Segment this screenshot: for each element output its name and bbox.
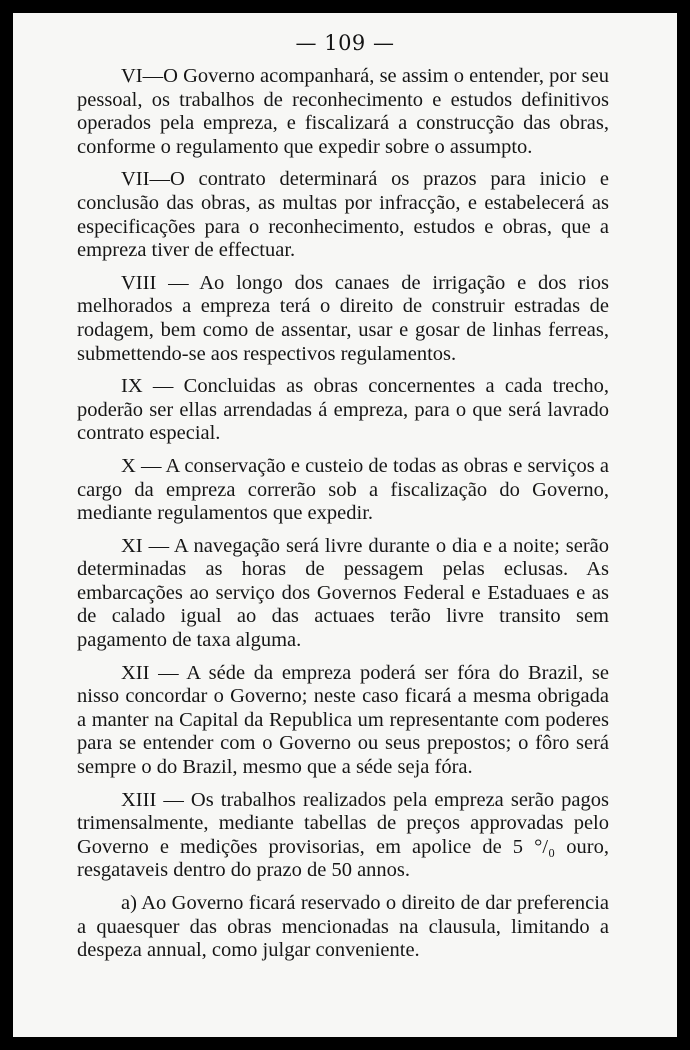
clause-vii: VII—O contrato determinará os prazos para inicio e conclusão das obras, as multas por infracção, e estabelecerá as especificações para o reconhecimento, estudos e obras, que a empreza tiver de effectuar. — [77, 168, 609, 262]
clause-x: X — A conservação e custeio de todas as obras e serviços a cargo da empreza correrão sob a fiscalização do Governo, mediante regulamentos que expedir. — [77, 454, 609, 525]
clause-xii: XII — A séde da empreza poderá ser fóra do Brazil, se nisso concordar o Governo; neste caso ficará a mesma obrigada a manter na Capital da Republica um representante com poderes para se entender com o Governo ou seus prepostos; o fôro será sempre o do Brazil, mesmo que a séde seja fóra. — [77, 661, 609, 779]
clause-xiii-a: a) Ao Governo ficará reservado o direito de dar preferencia a quaesquer das obras mencionadas na clausula, limitando a despeza annual, como julgar conveniente. — [77, 892, 609, 962]
clause-ix: IX — Concluidas as obras concernentes a cada trecho, poderão ser ellas arrendadas á empreza, para o que será lavrado contrato especial. — [77, 375, 609, 445]
clause-vi: VI—O Governo acompanhará, se assim o entender, por seu pessoal, os trabalhos de reconhecimento e estudos definitivos operados pela empreza, e fiscalizará a construcção das obras, conforme o regulamento que expedir sobre o assumpto. — [77, 65, 609, 158]
document-page — [13, 13, 677, 1037]
clause-xiii: XIII — Os trabalhos realizados pela empreza serão pagos trimensalmente, mediante tabellas de preços approvadas pelo Governo e medições provisorias, em apolice de 5 °/₀ ouro, resgataveis dentro do prazo de 50 annos. — [77, 788, 609, 882]
clause-xi: XI — A navegação será livre durante o dia e a noite; serão determinadas as horas de pessagem pelas eclusas. As embarcações ao serviço dos Governos Federal e Estaduaes e as de calado igual ao das actuaes terão livre transito sem pagamento de taxa alguma. — [77, 534, 609, 652]
page-number: — 109 — — [295, 31, 395, 55]
document-body — [77, 65, 609, 963]
clause-viii: VIII — Ao longo dos canaes de irrigação e dos rios melhorados a empreza terá o direito de construir estradas de rodagem, bem como de assentar, usar e gosar de linhas ferreas, submettendo-se aos respectivos regulamentos. — [77, 271, 609, 365]
